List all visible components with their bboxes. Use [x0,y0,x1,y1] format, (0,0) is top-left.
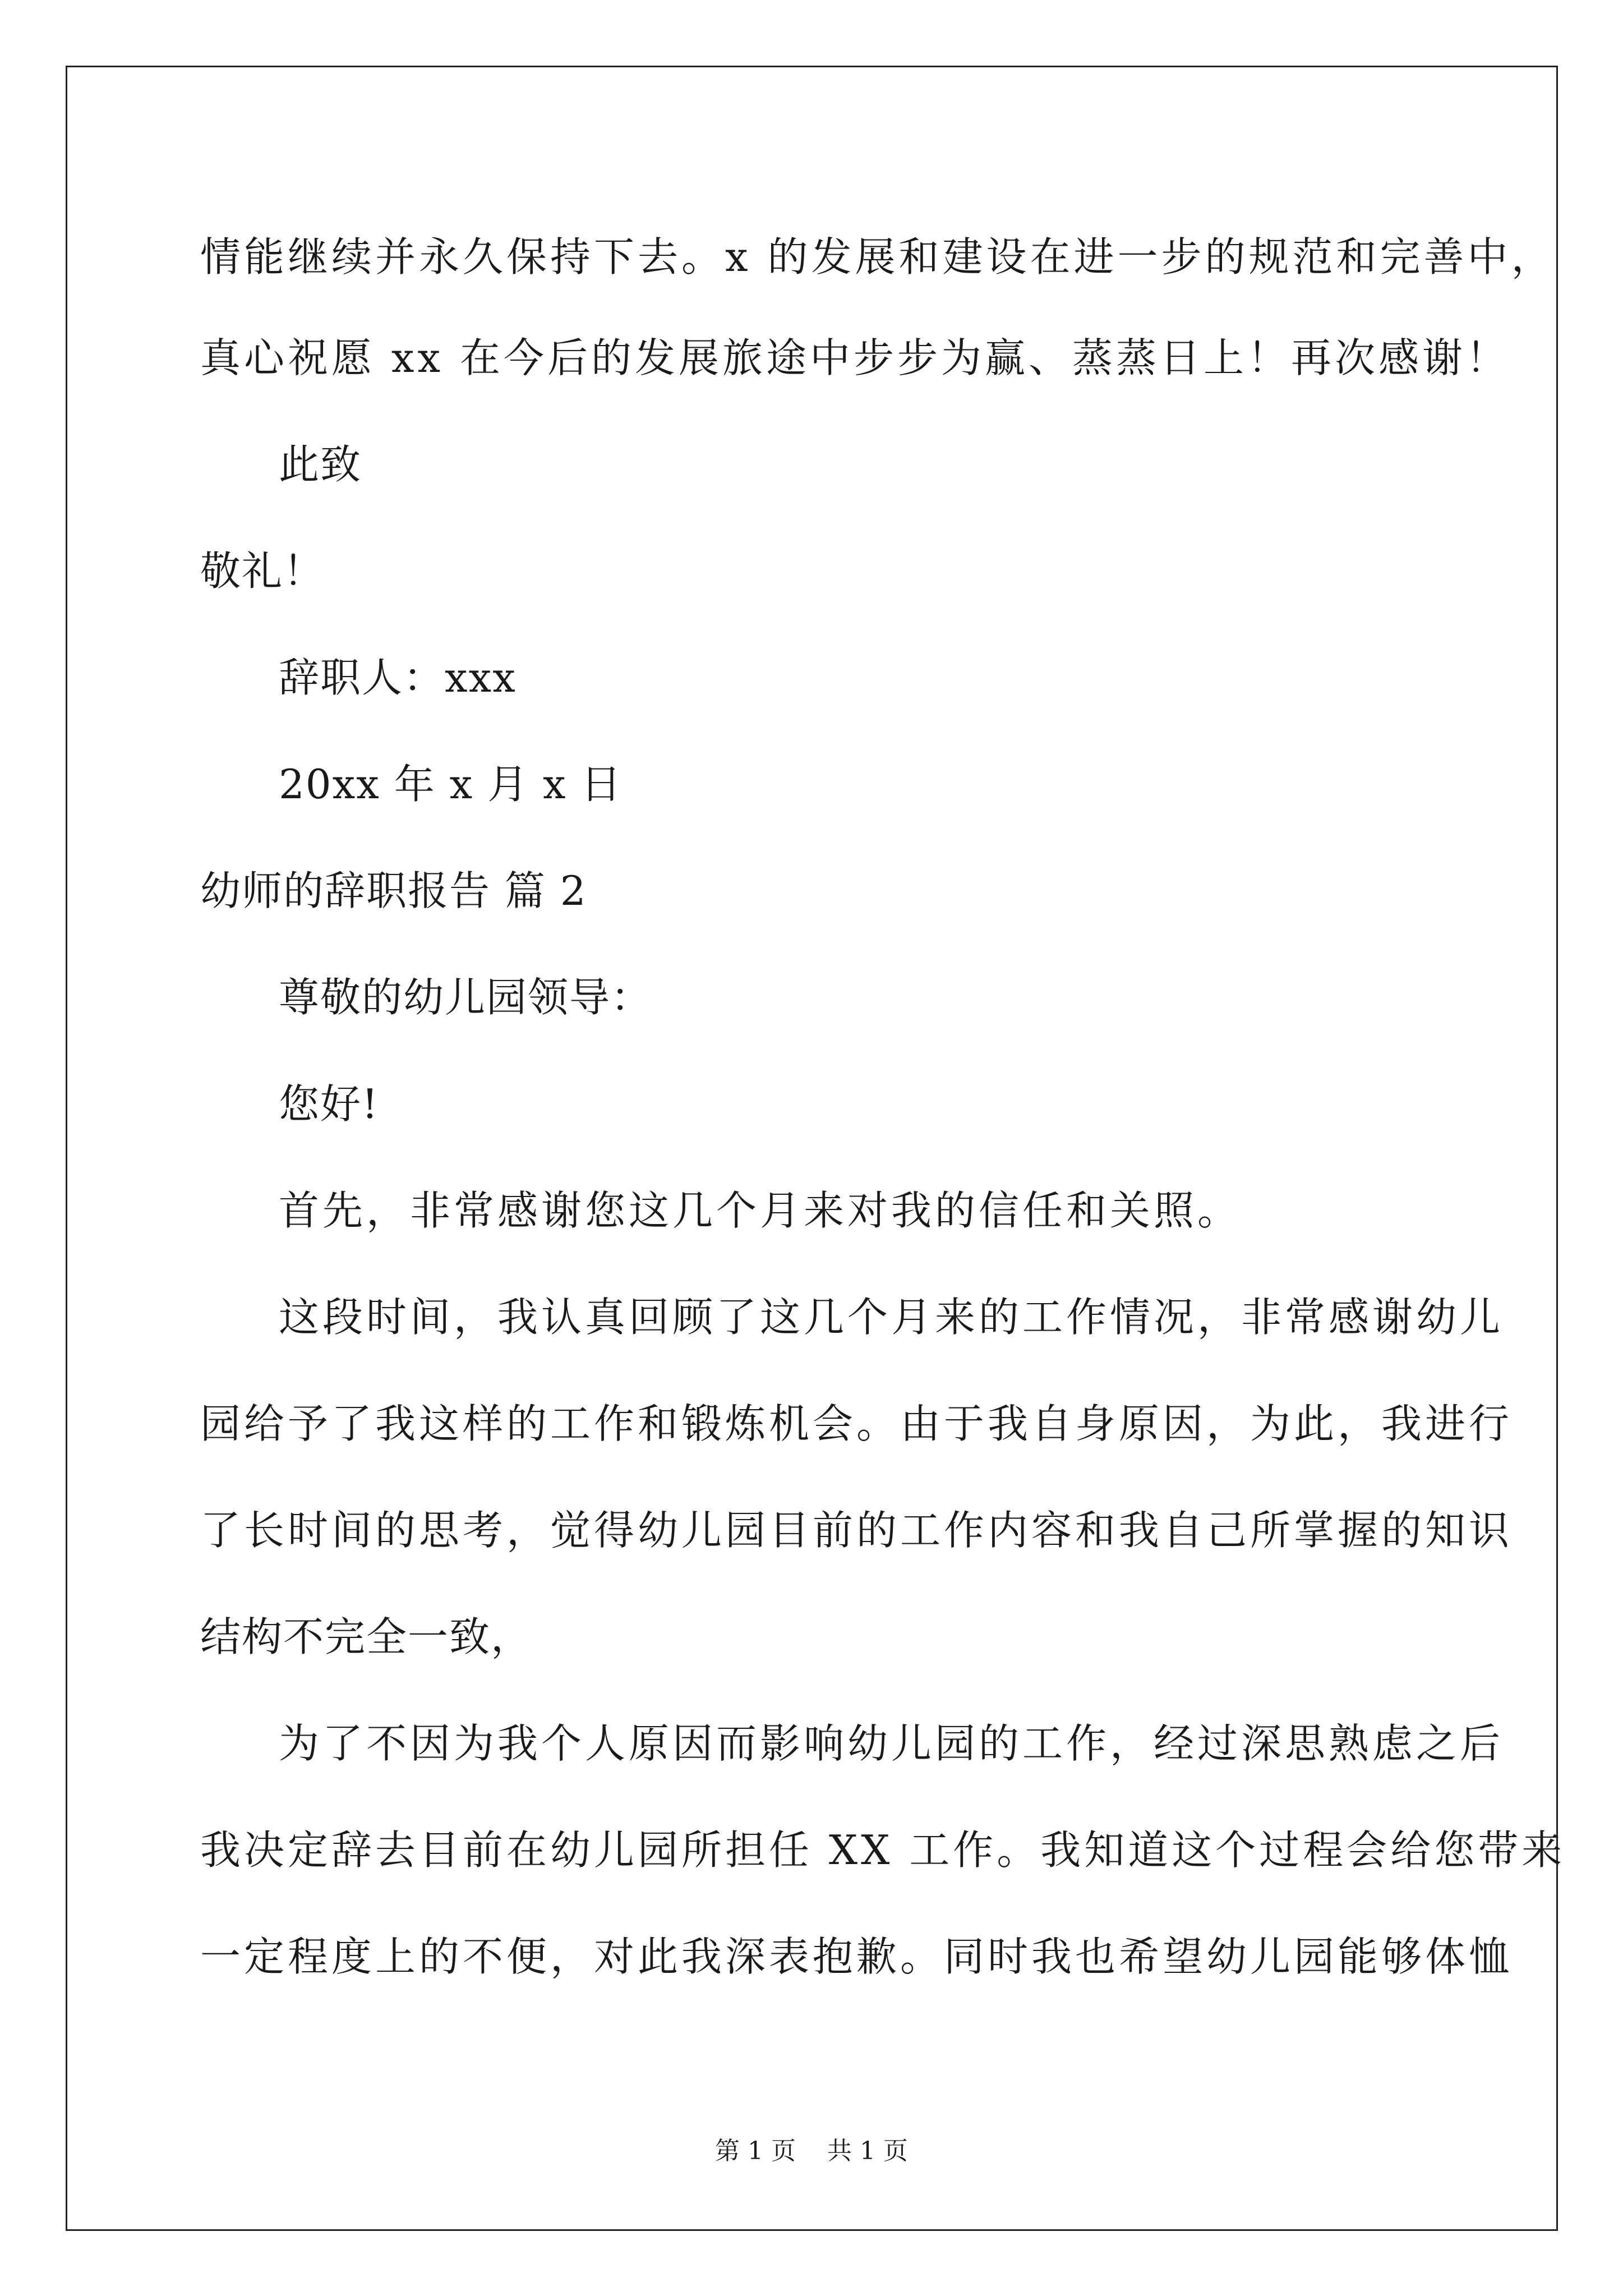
body-text-line: 园给予了我这样的工作和锻炼机会。由于我自身原因，为此，我进行 [200,1400,1513,1447]
letter-hello: 您好! [279,1080,379,1128]
page-footer: 第 1 页 共 1 页 [715,2137,908,2165]
body-text-line: 我决定辞去目前在幼儿园所担任 XX 工作。我知道这个过程会给您带来 [200,1826,1566,1874]
signature-resigner: 辞职人：xxx [279,654,517,701]
body-text-line: 结构不完全一致， [200,1613,533,1660]
closing-salutation: 此致 [279,441,362,488]
body-text-line: 首先，非常感谢您这几个月来对我的信任和关照。 [279,1187,1242,1234]
body-text-line: 这段时间，我认真回顾了这几个月来的工作情况，非常感谢幼儿 [279,1294,1504,1341]
body-text-line: 一定程度上的不便，对此我深表抱歉。同时我也希望幼儿园能够体恤 [200,1933,1513,1980]
body-text-line: 为了不因为我个人原因而影响幼儿园的工作，经过深思熟虑之后 [279,1720,1504,1767]
signature-date: 20xx 年 x 月 x 日 [279,761,623,808]
section-heading: 幼师的辞职报告 篇 2 [200,867,587,914]
body-text-line: 了长时间的思考，觉得幼儿园目前的工作内容和我自己所掌握的知识 [200,1507,1513,1554]
page-border [66,66,1566,2231]
closing-regards: 敬礼！ [200,547,325,595]
body-text-line: 真心祝愿 xx 在今后的发展旅途中步步为赢、蒸蒸日上！再次感谢！ [200,334,1510,381]
letter-greeting: 尊敬的幼儿园领导： [279,974,653,1021]
body-text-line: 情能继续并永久保持下去。x 的发展和建设在进一步的规范和完善中， [200,233,1555,280]
